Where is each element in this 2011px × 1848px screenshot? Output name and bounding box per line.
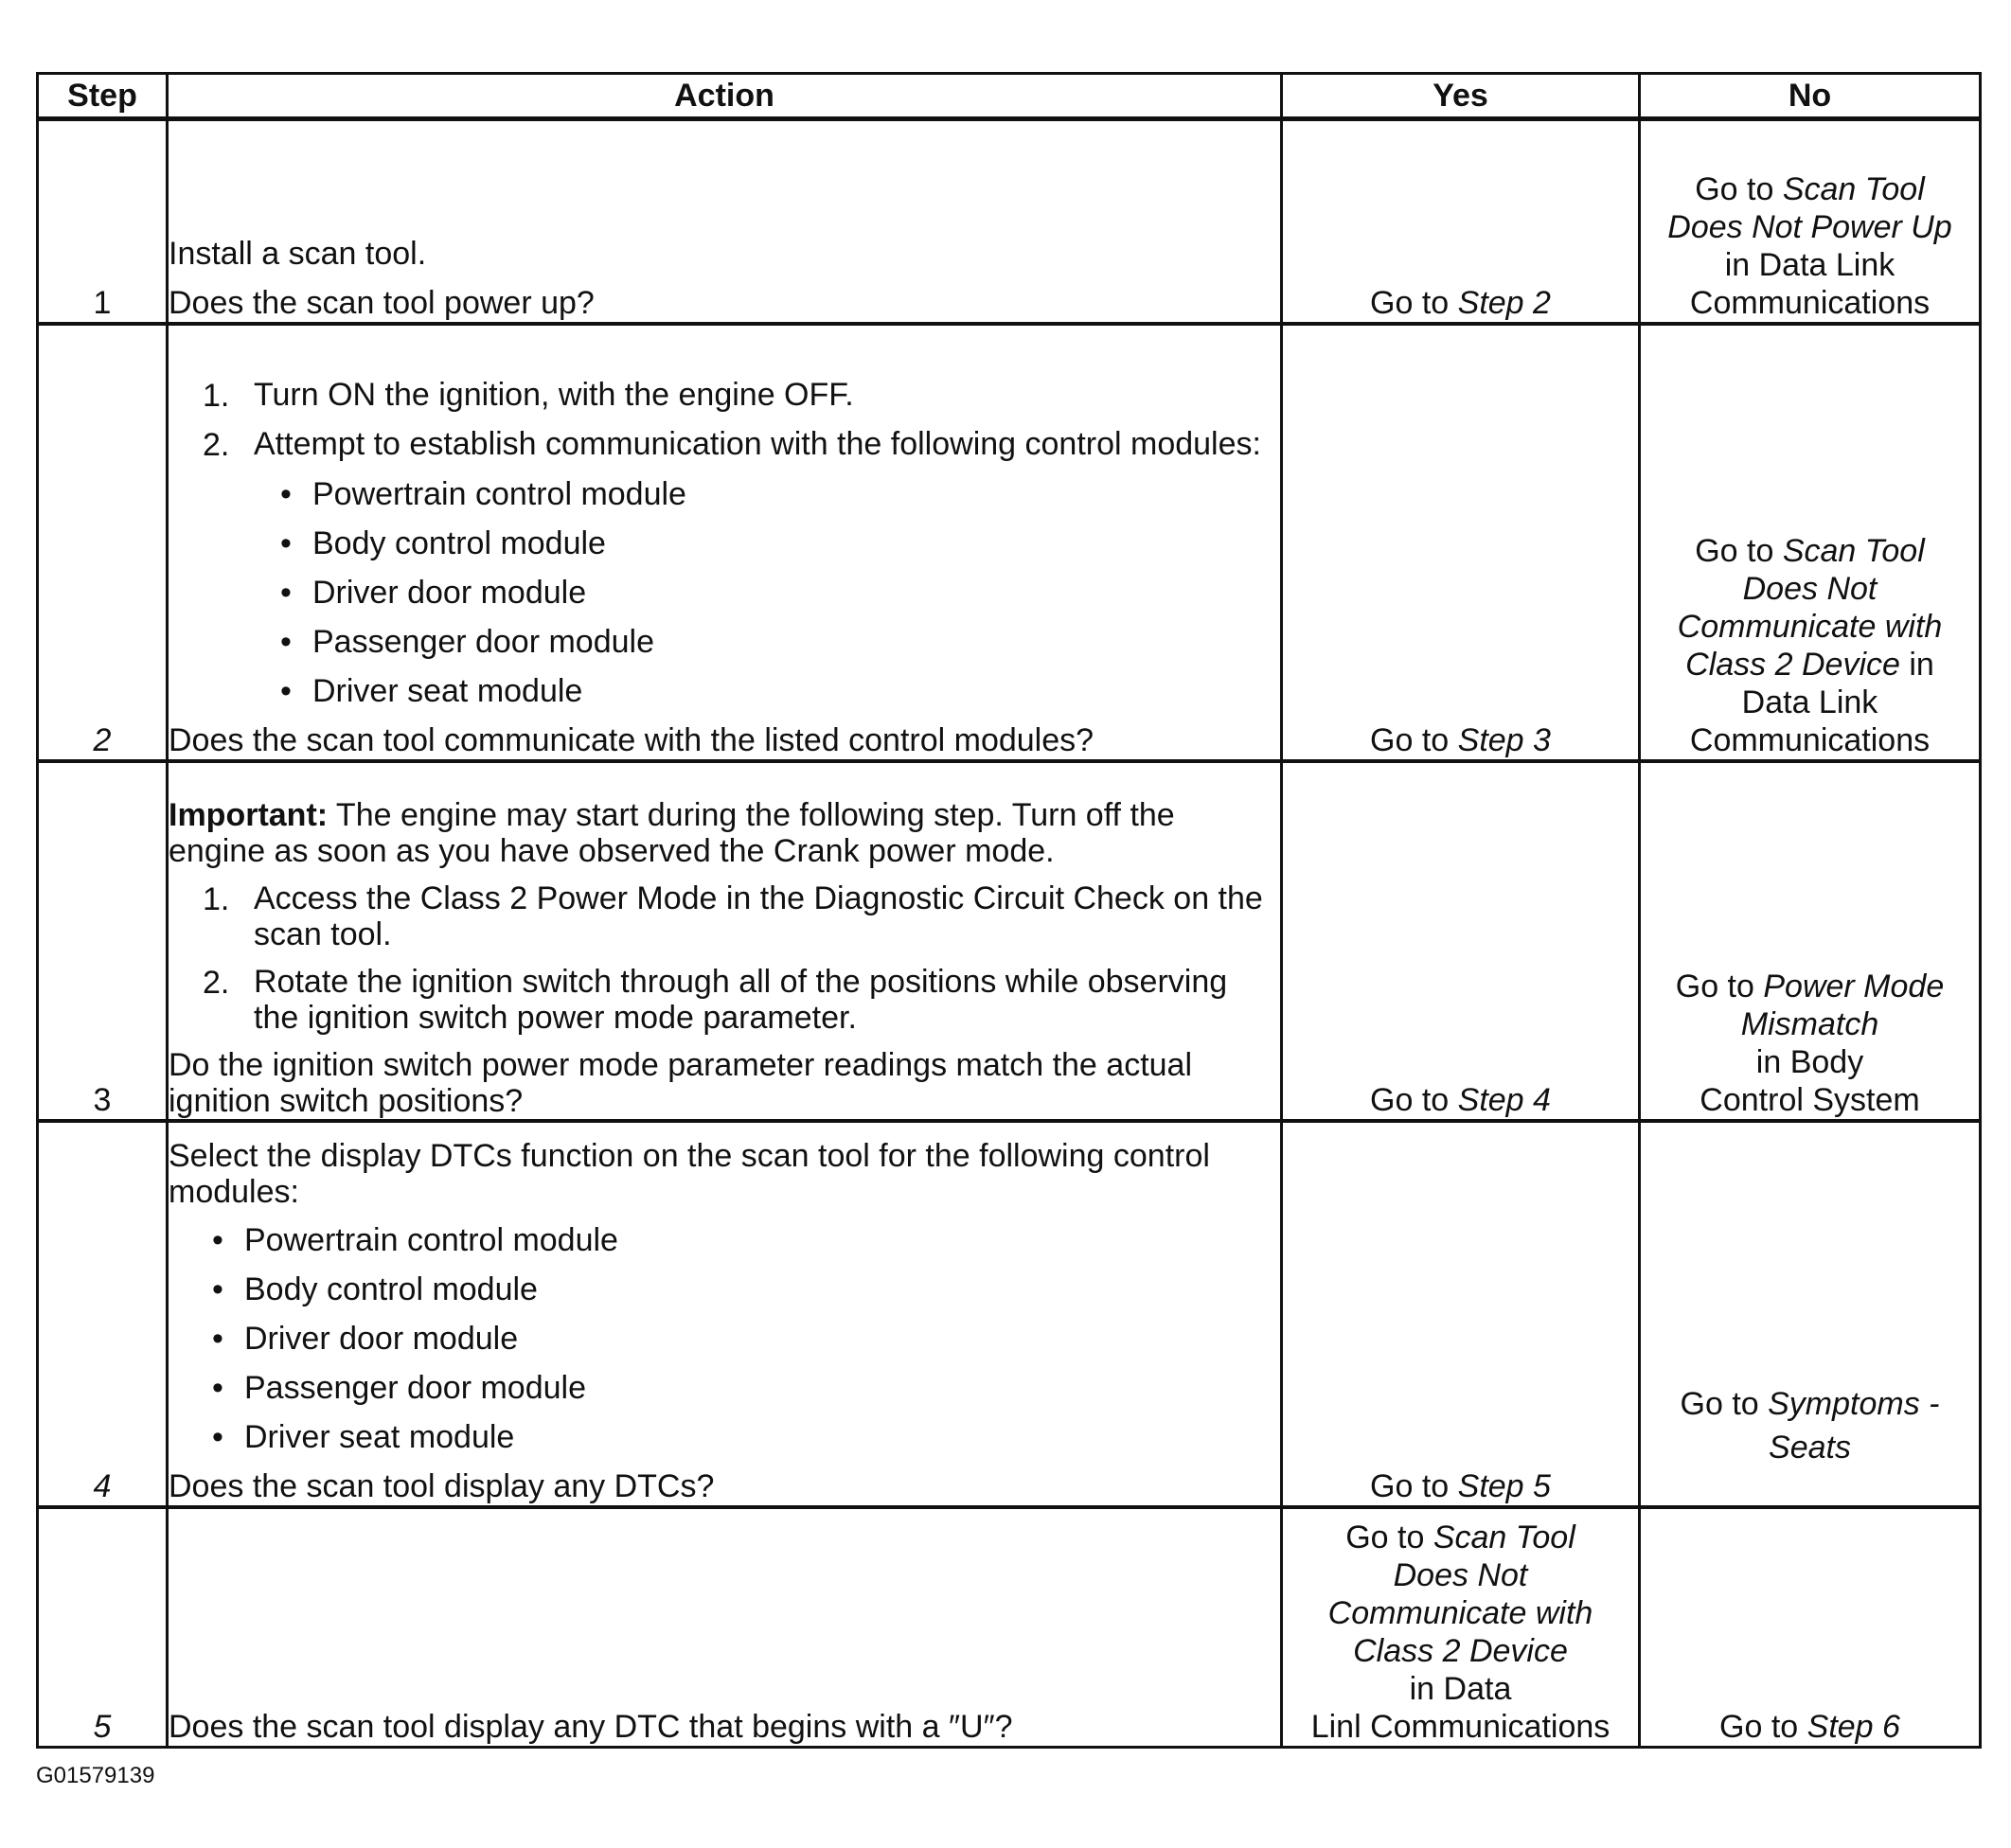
procedure-link[interactable]: Does Not <box>1742 570 1878 607</box>
step-number: 2 <box>38 324 168 761</box>
action-question: Does the scan tool communicate with the listed control modules? <box>169 721 1094 758</box>
yes-cell <box>1282 761 1640 1121</box>
action-question: Does the scan tool power up? <box>169 284 595 321</box>
yes-cell <box>1282 1121 1640 1507</box>
bullet-text: Powertrain control module <box>244 1221 618 1258</box>
procedure-link[interactable]: Seats <box>1769 1429 1851 1466</box>
header-action: Action <box>168 74 1282 119</box>
figure-id: G01579139 <box>36 1763 155 1788</box>
action-cell <box>168 324 1282 761</box>
action-question: Does the scan tool display any DTC that begins with a ″U″? <box>169 1709 1013 1745</box>
action-cell <box>168 119 1282 324</box>
step-link[interactable]: Step 5 <box>1457 1467 1551 1504</box>
no-location: Control System <box>1700 1081 1920 1118</box>
bullet-text: Powertrain control module <box>312 475 686 512</box>
bullet-text: Driver seat module <box>244 1418 515 1455</box>
bullet-text: Driver seat module <box>312 672 583 709</box>
step-link[interactable]: Step 4 <box>1457 1081 1551 1118</box>
no-cell <box>1640 761 1981 1121</box>
no-location: Communications <box>1689 284 1931 321</box>
yes-prefix: Go to <box>1370 1081 1458 1118</box>
diagnostic-table <box>36 72 1982 1749</box>
yes-prefix: Go to <box>1370 284 1458 321</box>
yes-prefix: Go to <box>1370 1467 1458 1504</box>
numbered-item <box>169 964 1280 1036</box>
item-number: 1. <box>203 377 230 414</box>
yes-cell <box>1282 1507 1640 1748</box>
procedure-link[interactable]: Mismatch <box>1740 1005 1879 1042</box>
yes-prefix: Go to <box>1370 721 1458 758</box>
action-cell <box>168 761 1282 1121</box>
no-prefix: Go to <box>1675 968 1764 1004</box>
no-location: Data Link <box>1741 684 1878 720</box>
important-text: The engine may start during the following step. Turn off the engine as soon as you have observed the Crank power mode. <box>169 796 1175 869</box>
procedure-link[interactable]: Class 2 Device <box>1353 1633 1568 1669</box>
no-location: in Data Link <box>1724 246 1895 283</box>
yes-cell <box>1282 324 1640 761</box>
item-text: Rotate the ignition switch through all of the positions while observing the ignition switch power mode parameter. <box>254 963 1228 1036</box>
table-row <box>38 324 1981 761</box>
yes-location: in Data <box>1409 1671 1512 1707</box>
important-note <box>169 797 1280 869</box>
no-prefix: Go to <box>1695 170 1783 207</box>
list-item: • Body control module <box>212 1270 538 1307</box>
procedure-link[interactable]: Does Not <box>1393 1557 1528 1593</box>
step-link[interactable]: Step 2 <box>1457 284 1551 321</box>
action-cell <box>168 1121 1282 1507</box>
procedure-link[interactable]: Class 2 Device <box>1685 646 1900 683</box>
action-intro: Select the display DTCs function on the scan tool for the following control modules: <box>169 1137 1210 1210</box>
important-label: Important: <box>169 796 329 833</box>
list-item: • Driver door module <box>280 574 587 611</box>
no-prefix: Go to <box>1719 1709 1807 1745</box>
step-number: 4 <box>38 1121 168 1507</box>
numbered-item <box>169 880 1280 952</box>
no-prefix: Go to <box>1680 1385 1769 1422</box>
header-yes: Yes <box>1282 74 1640 119</box>
step-number: 5 <box>38 1507 168 1748</box>
table-row <box>38 1507 1981 1748</box>
no-cell <box>1640 1507 1981 1748</box>
bullet-list <box>169 475 1280 710</box>
item-text: Access the Class 2 Power Mode in the Diagnostic Circuit Check on the scan tool. <box>254 880 1263 952</box>
list-item: • Powertrain control module <box>212 1221 618 1258</box>
table-row <box>38 1121 1981 1507</box>
action-cell <box>168 1507 1282 1748</box>
bullet-text: Driver door module <box>244 1320 519 1357</box>
header-no: No <box>1640 74 1981 119</box>
no-location: Communications <box>1689 721 1931 758</box>
no-cell <box>1640 1121 1981 1507</box>
no-prefix: Go to <box>1695 532 1783 569</box>
procedure-link[interactable]: Symptoms - <box>1768 1385 1940 1422</box>
bullet-list <box>169 1221 1280 1456</box>
item-number: 2. <box>203 964 230 1001</box>
list-item: • Body control module <box>280 524 606 561</box>
list-item: • Driver seat module <box>280 672 583 709</box>
yes-prefix: Go to <box>1345 1519 1433 1555</box>
step-number: 3 <box>38 761 168 1121</box>
no-location: in Body <box>1755 1043 1864 1080</box>
list-item: • Driver seat module <box>212 1418 515 1455</box>
numbered-item <box>169 426 1280 464</box>
procedure-link[interactable]: Power Mode <box>1763 968 1945 1004</box>
yes-location: Linl Communications <box>1310 1709 1611 1745</box>
bullet-text: Body control module <box>312 524 606 561</box>
bullet-text: Driver door module <box>312 574 587 611</box>
procedure-link[interactable]: Communicate with <box>1327 1595 1593 1631</box>
item-number: 2. <box>203 426 230 463</box>
list-item: • Passenger door module <box>212 1369 587 1406</box>
procedure-link[interactable]: Scan Tool <box>1782 532 1925 569</box>
step-number: 1 <box>38 119 168 324</box>
item-text: Turn ON the ignition, with the engine OFF. <box>254 376 854 413</box>
step-link[interactable]: Step 6 <box>1806 1709 1900 1745</box>
procedure-link[interactable]: Does Not Power Up <box>1667 208 1952 245</box>
bullet-text: Passenger door module <box>244 1369 587 1406</box>
no-location: in <box>1899 646 1934 683</box>
table-row <box>38 761 1981 1121</box>
header-row <box>38 74 1981 119</box>
procedure-link[interactable]: Communicate with <box>1677 608 1943 645</box>
table-row <box>38 119 1981 324</box>
header-step: Step <box>38 74 168 119</box>
action-question: Does the scan tool display any DTCs? <box>169 1467 715 1504</box>
action-question: Do the ignition switch power mode parameter readings match the actual ignition switch positions? <box>169 1046 1193 1119</box>
step-link[interactable]: Step 3 <box>1457 721 1551 758</box>
numbered-item <box>169 377 1280 415</box>
bullet-text: Body control module <box>244 1270 538 1307</box>
yes-cell <box>1282 119 1640 324</box>
item-text: Attempt to establish communication with the following control modules: <box>254 425 1261 462</box>
no-cell <box>1640 119 1981 324</box>
action-text: Install a scan tool. <box>169 235 427 272</box>
bullet-text: Passenger door module <box>312 623 655 660</box>
item-number: 1. <box>203 880 230 917</box>
list-item: • Passenger door module <box>280 623 655 660</box>
list-item: • Powertrain control module <box>280 475 686 512</box>
procedure-link[interactable]: Scan Tool <box>1433 1519 1575 1555</box>
no-cell <box>1640 324 1981 761</box>
list-item: • Driver door module <box>212 1320 519 1357</box>
procedure-link[interactable]: Scan Tool <box>1782 170 1925 207</box>
